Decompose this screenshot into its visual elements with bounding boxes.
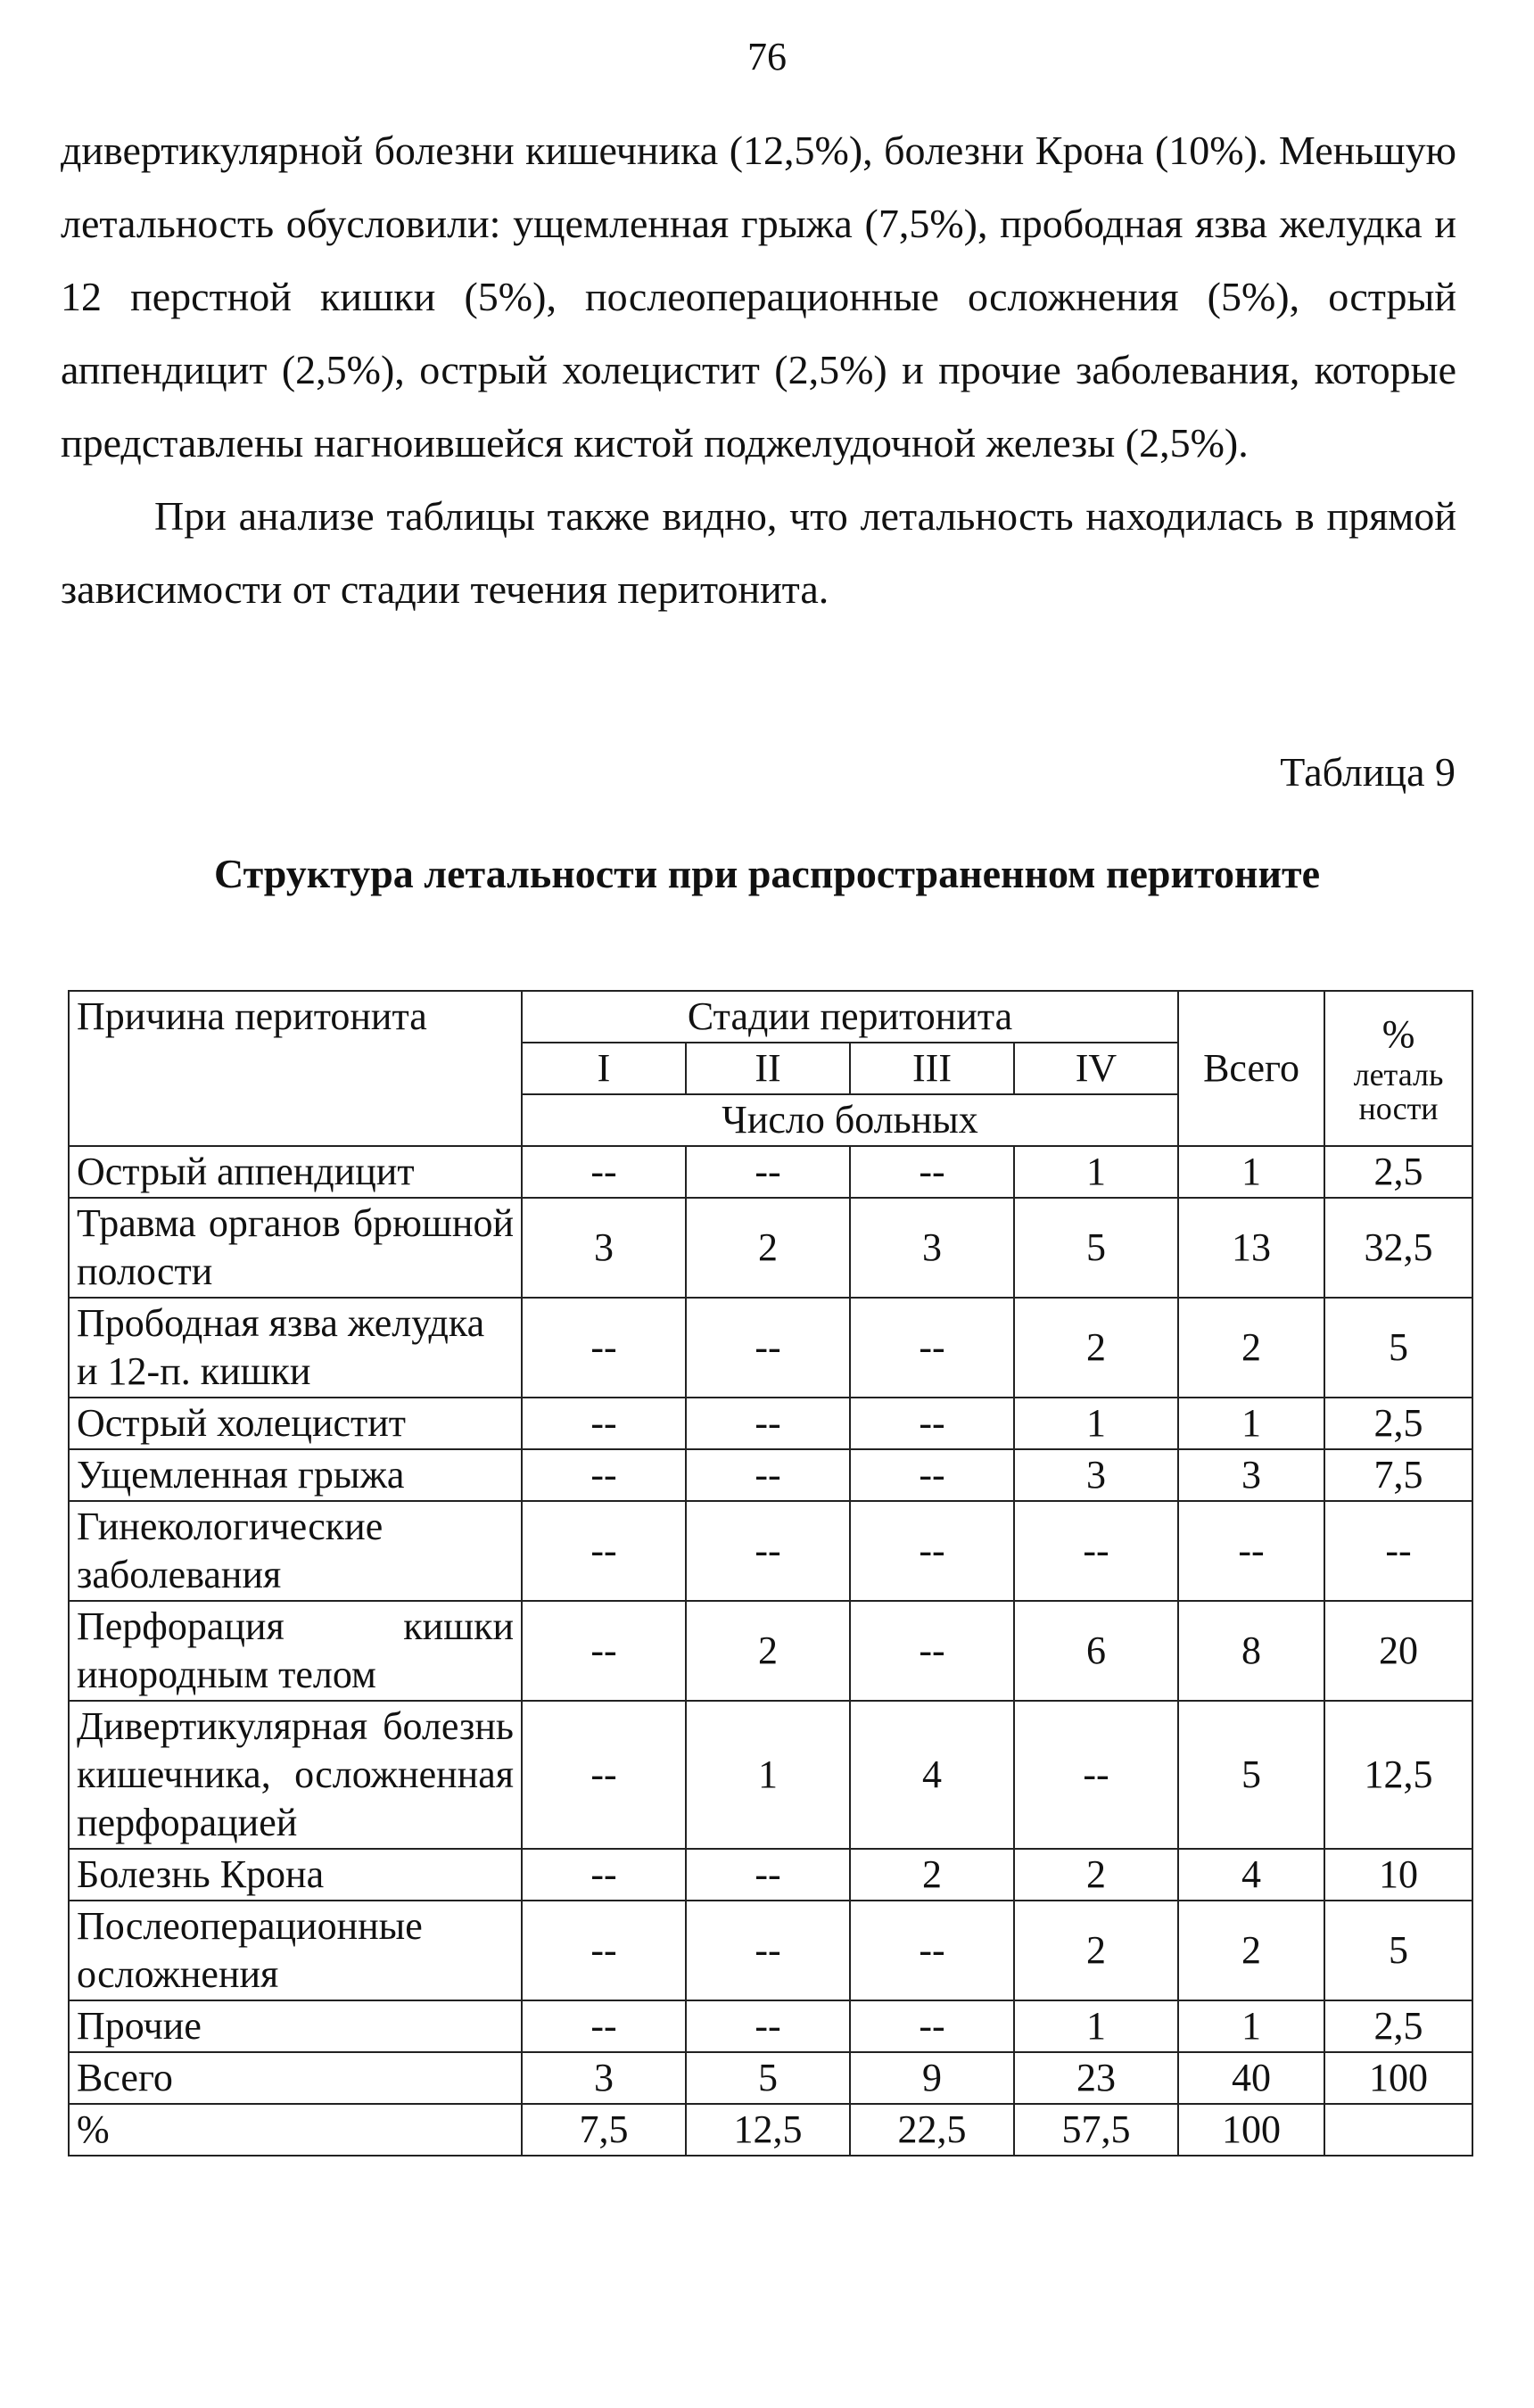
percent-cell: 2,5 — [1324, 2000, 1472, 2052]
cause-cell: Всего — [69, 2052, 522, 2104]
total-cell: 1 — [1178, 1398, 1324, 1449]
stage-ii-cell: -- — [686, 1146, 850, 1198]
stage-ii-cell: -- — [686, 1298, 850, 1398]
stage-iii-cell: 3 — [850, 1198, 1014, 1298]
stage-iv-cell: 1 — [1014, 2000, 1178, 2052]
stage-iii-cell: -- — [850, 1298, 1014, 1398]
total-cell: 40 — [1178, 2052, 1324, 2104]
percent-symbol: % — [1381, 1012, 1415, 1056]
stage-header: II — [686, 1043, 850, 1094]
stage-iii-cell: 9 — [850, 2052, 1014, 2104]
stage-i-cell: -- — [522, 1298, 686, 1398]
stage-i-cell: -- — [522, 1398, 686, 1449]
stage-iv-cell: -- — [1014, 1501, 1178, 1601]
percent-cell — [1324, 2104, 1472, 2156]
stage-ii-cell: -- — [686, 1398, 850, 1449]
stage-i-cell: -- — [522, 1849, 686, 1901]
cause-cell: Травма органов брюшной полости — [69, 1198, 522, 1298]
percent-cell: 10 — [1324, 1849, 1472, 1901]
stage-iv-cell: 5 — [1014, 1198, 1178, 1298]
total-cell: 1 — [1178, 1146, 1324, 1198]
stage-ii-cell: -- — [686, 2000, 850, 2052]
stage-iii-cell: -- — [850, 1501, 1014, 1601]
percent-cell: 100 — [1324, 2052, 1472, 2104]
stage-iv-cell: 57,5 — [1014, 2104, 1178, 2156]
percent-cell: 2,5 — [1324, 1398, 1472, 1449]
total-cell: 2 — [1178, 1298, 1324, 1398]
stage-iv-cell: 1 — [1014, 1398, 1178, 1449]
stage-ii-cell: -- — [686, 1849, 850, 1901]
total-row — [69, 2052, 1472, 2104]
stage-iii-cell: 2 — [850, 1849, 1014, 1901]
stage-ii-cell: 2 — [686, 1198, 850, 1298]
cause-cell: Послеоперационные осложнения — [69, 1901, 522, 2000]
percent-cell: 20 — [1324, 1601, 1472, 1701]
stage-ii-cell: 1 — [686, 1701, 850, 1849]
stage-header: I — [522, 1043, 686, 1094]
body-text — [61, 114, 1456, 626]
cause-cell: Перфорация кишки инородным телом — [69, 1601, 522, 1701]
percent-cell: 32,5 — [1324, 1198, 1472, 1298]
stage-i-cell: -- — [522, 1701, 686, 1849]
table-row — [69, 1198, 1472, 1298]
cause-cell: Ущемленная грыжа — [69, 1449, 522, 1501]
table-row — [69, 1449, 1472, 1501]
table-row — [69, 1701, 1472, 1849]
patients-count-header: Число больных — [522, 1094, 1178, 1146]
stage-iv-cell: 3 — [1014, 1449, 1178, 1501]
total-header: Всего — [1178, 991, 1324, 1146]
stage-iii-cell: -- — [850, 1901, 1014, 2000]
stage-header: III — [850, 1043, 1014, 1094]
cause-cell: Гинекологические заболевания — [69, 1501, 522, 1601]
percent-cell: 7,5 — [1324, 1449, 1472, 1501]
stages-group-header: Стадии перитонита — [522, 991, 1178, 1043]
stage-i-cell: -- — [522, 2000, 686, 2052]
stage-ii-cell: 5 — [686, 2052, 850, 2104]
stage-iii-cell: -- — [850, 1398, 1014, 1449]
cause-cell: Болезнь Крона — [69, 1849, 522, 1901]
total-cell: 100 — [1178, 2104, 1324, 2156]
cause-header: Причина перитонита — [69, 991, 522, 1146]
total-cell: 5 — [1178, 1701, 1324, 1849]
cause-cell: Дивертикулярная болезнь кишечника, осложненная перфорацией — [69, 1701, 522, 1849]
table-row — [69, 1398, 1472, 1449]
stage-iii-cell: -- — [850, 2000, 1014, 2052]
cause-cell: Острый холецистит — [69, 1398, 522, 1449]
table-row — [69, 1849, 1472, 1901]
stage-ii-cell: -- — [686, 1901, 850, 2000]
stage-i-cell: -- — [522, 1449, 686, 1501]
stage-i-cell: 3 — [522, 1198, 686, 1298]
stage-iv-cell: 2 — [1014, 1298, 1178, 1398]
stage-iv-cell: 2 — [1014, 1901, 1178, 2000]
stage-iv-cell: 23 — [1014, 2052, 1178, 2104]
total-cell: 3 — [1178, 1449, 1324, 1501]
percent-header — [1324, 991, 1472, 1146]
total-cell: 2 — [1178, 1901, 1324, 2000]
stage-header: IV — [1014, 1043, 1178, 1094]
stage-iii-cell: -- — [850, 1449, 1014, 1501]
table-row — [69, 1146, 1472, 1198]
table-row — [69, 1901, 1472, 2000]
stage-i-cell: 3 — [522, 2052, 686, 2104]
mortality-table — [68, 990, 1473, 2156]
percent-cell: 5 — [1324, 1298, 1472, 1398]
stage-i-cell: -- — [522, 1501, 686, 1601]
stage-iv-cell: 6 — [1014, 1601, 1178, 1701]
stage-iii-cell: -- — [850, 1146, 1014, 1198]
stage-i-cell: -- — [522, 1601, 686, 1701]
header-row — [69, 991, 1472, 1043]
total-cell: -- — [1178, 1501, 1324, 1601]
percent-cell: 12,5 — [1324, 1701, 1472, 1849]
stage-iii-cell: -- — [850, 1601, 1014, 1701]
table-label: Таблица 9 — [1280, 749, 1456, 795]
cause-cell: % — [69, 2104, 522, 2156]
stage-ii-cell: 2 — [686, 1601, 850, 1701]
stage-i-cell: -- — [522, 1146, 686, 1198]
stage-ii-cell: 12,5 — [686, 2104, 850, 2156]
page-number: 76 — [747, 35, 787, 78]
stage-ii-cell: -- — [686, 1501, 850, 1601]
stage-iv-cell: 1 — [1014, 1146, 1178, 1198]
cause-cell: Прободная язва желудка и 12-п. кишки — [69, 1298, 522, 1398]
percent-cell: 5 — [1324, 1901, 1472, 2000]
percent-word-1: леталь — [1353, 1057, 1444, 1093]
total-cell: 1 — [1178, 2000, 1324, 2052]
total-cell: 4 — [1178, 1849, 1324, 1901]
stage-i-cell: -- — [522, 1901, 686, 2000]
table-row — [69, 2000, 1472, 2052]
table-row — [69, 1601, 1472, 1701]
table-title: Структура летальности при распространенном перитоните — [213, 851, 1320, 896]
total-cell: 13 — [1178, 1198, 1324, 1298]
paragraph: При анализе таблицы также видно, что летальность находилась в прямой зависимости от стадии течения перитонита. — [61, 493, 1456, 612]
stage-i-cell: 7,5 — [522, 2104, 686, 2156]
cause-cell: Прочие — [69, 2000, 522, 2052]
stage-iii-cell: 4 — [850, 1701, 1014, 1849]
percent-cell: -- — [1324, 1501, 1472, 1601]
table-row — [69, 1298, 1472, 1398]
stage-iv-cell: 2 — [1014, 1849, 1178, 1901]
percent-row — [69, 2104, 1472, 2156]
cause-cell: Острый аппендицит — [69, 1146, 522, 1198]
table-row — [69, 1501, 1472, 1601]
total-cell: 8 — [1178, 1601, 1324, 1701]
percent-word-2: ности — [1358, 1091, 1439, 1126]
stage-iv-cell: -- — [1014, 1701, 1178, 1849]
paragraph: дивертикулярной болезни кишечника (12,5%), болезни Крона (10%). Меньшую летальность обусловили: ущемленная грыжа (7,5%), прободная язва желудка и 12 перстной кишки (5%), послеоперационные осложнения (5%), острый аппендицит (2,5%), острый холецистит (2,5%) и прочие заболевания, которые представлены нагноившейся кистой поджелудочной железы (2,5%). — [61, 128, 1456, 466]
percent-cell: 2,5 — [1324, 1146, 1472, 1198]
stage-iii-cell: 22,5 — [850, 2104, 1014, 2156]
stage-ii-cell: -- — [686, 1449, 850, 1501]
